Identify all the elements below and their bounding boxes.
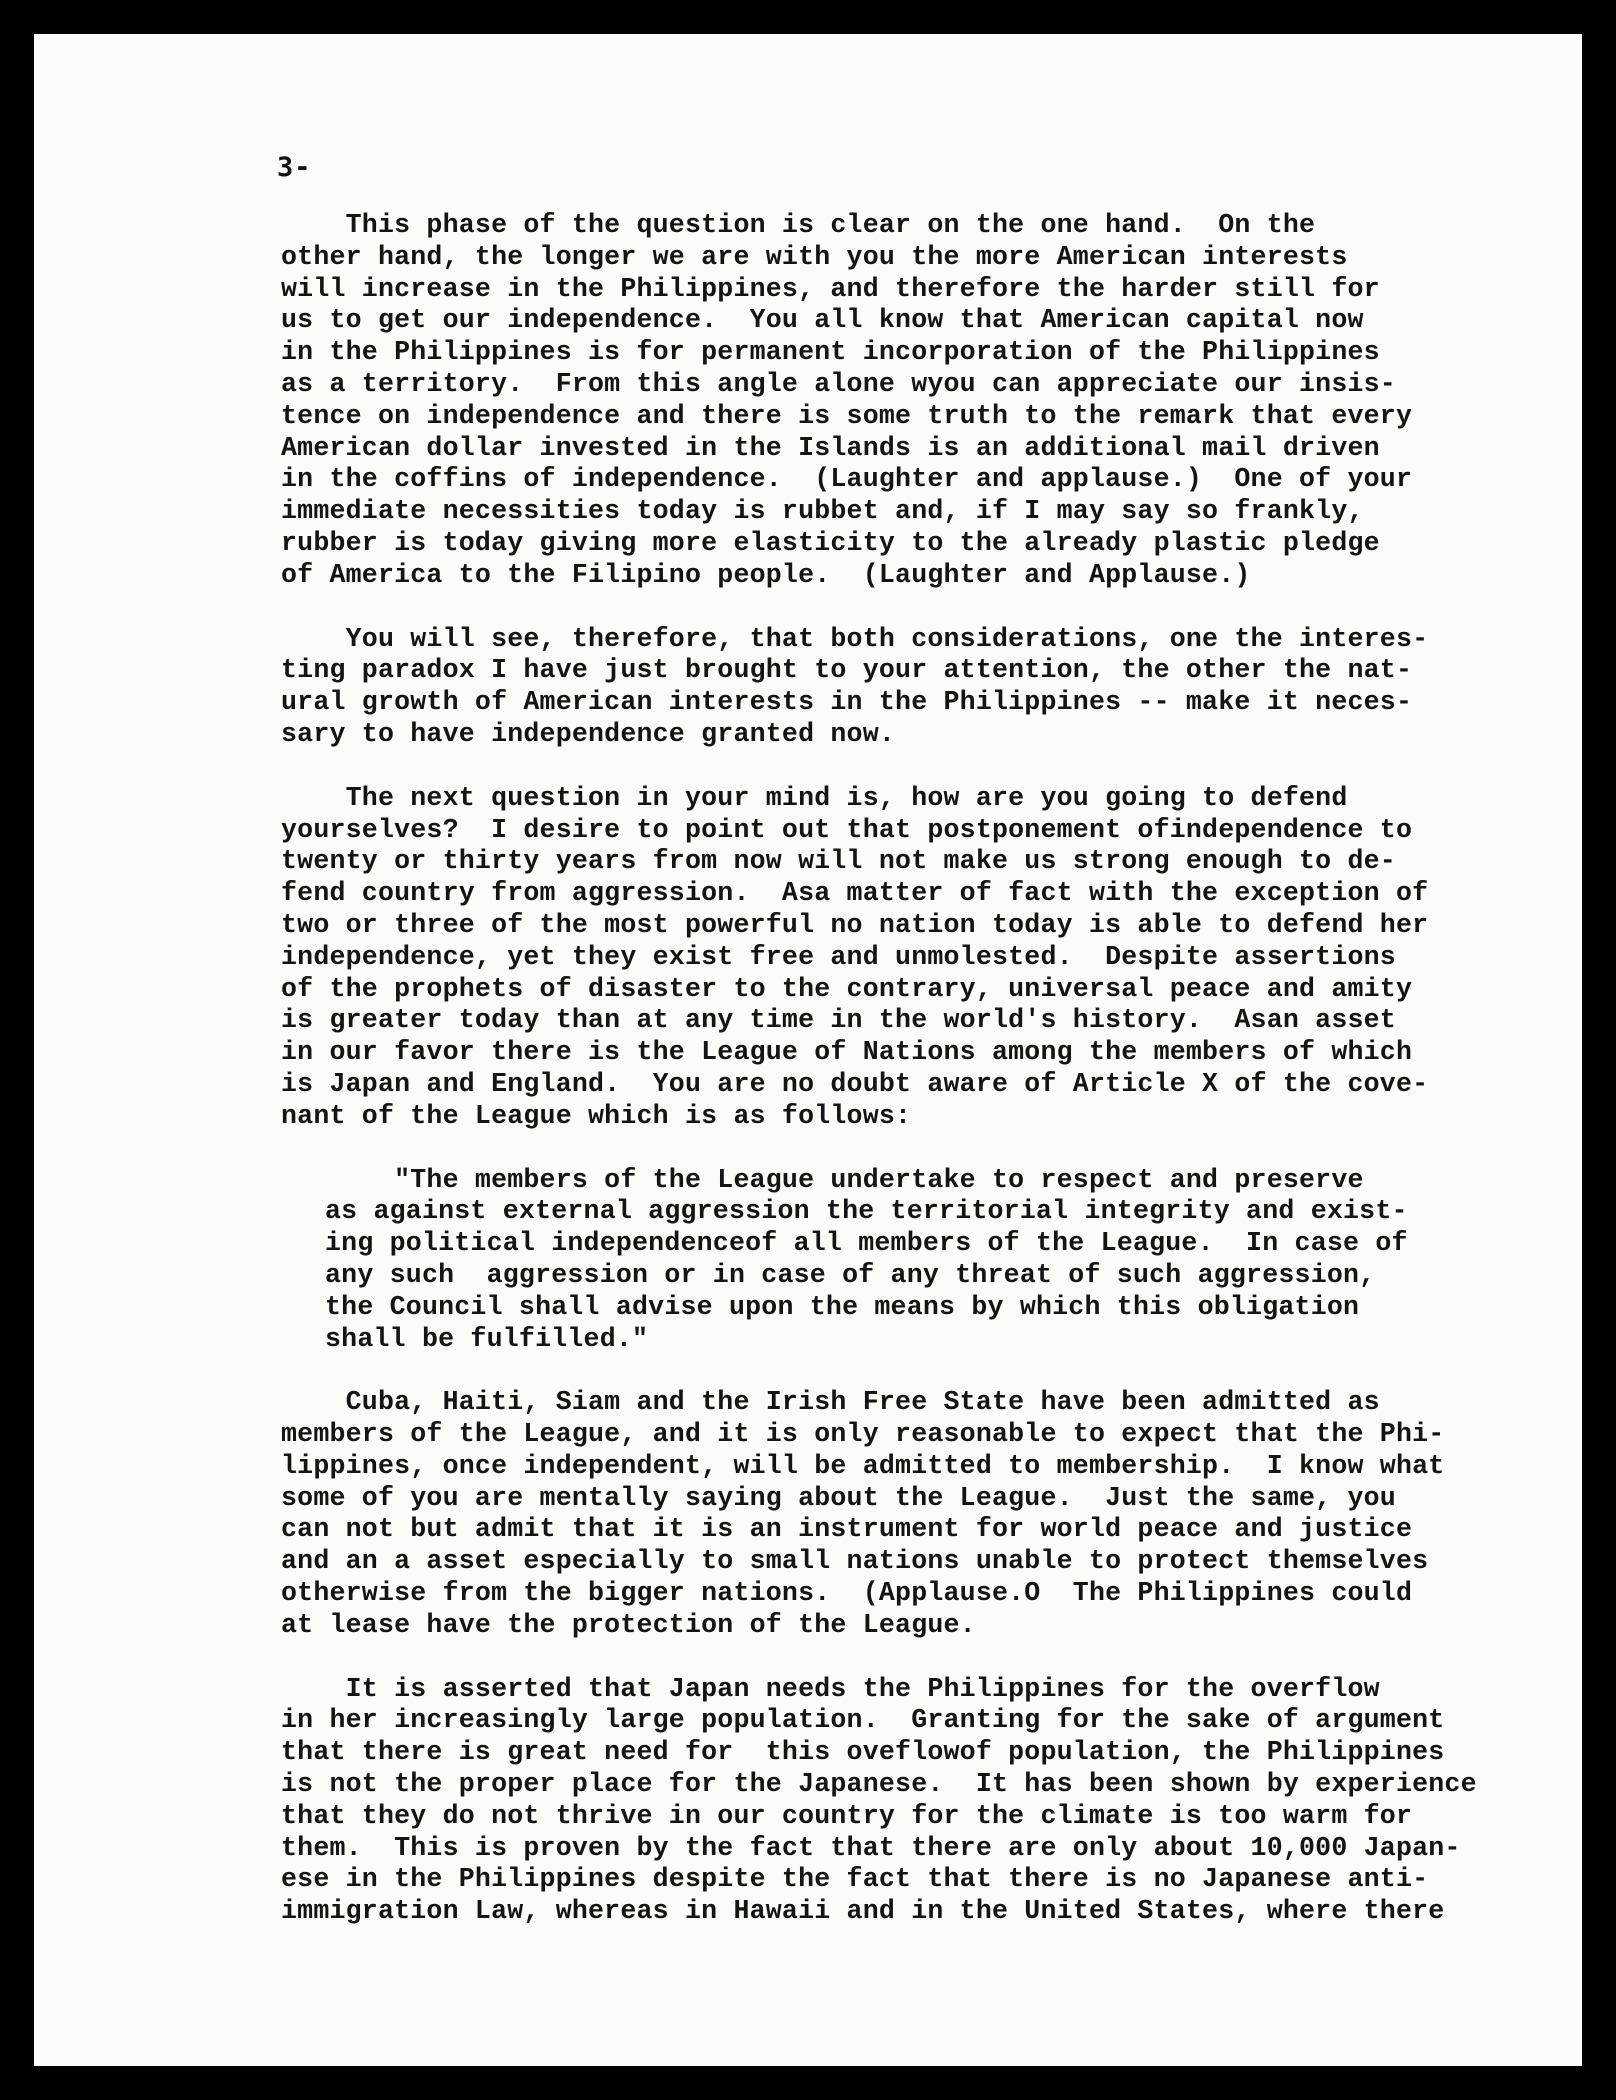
text-line: as a territory. From this angle alone wyou can appreciate our insis- bbox=[281, 368, 1396, 399]
paragraph bbox=[281, 1387, 1491, 1641]
text-line: any such aggression or in case of any threat of such aggression, bbox=[325, 1259, 1376, 1290]
text-line: ese in the Philippines despite the fact that there is no Japanese anti- bbox=[281, 1864, 1429, 1895]
text-line: fend country from aggression. Asa matter of fact with the exception of bbox=[281, 878, 1429, 909]
text-line: American dollar invested in the Islands is an additional mail driven bbox=[281, 432, 1380, 463]
text-line: some of you are mentally saying about the League. Just the same, you bbox=[281, 1482, 1396, 1513]
text-line: of the prophets of disaster to the contrary, universal peace and amity bbox=[281, 973, 1413, 1004]
text-line: It is asserted that Japan needs the Philippines for the overflow bbox=[281, 1673, 1380, 1704]
text-line: nant of the League which is as follows: bbox=[281, 1100, 912, 1131]
text-line: is not the proper place for the Japanese. It has been shown by experience bbox=[281, 1769, 1477, 1800]
text-line: them. This is proven by the fact that there are only about 10,000 Japan- bbox=[281, 1832, 1461, 1863]
text-line: other hand, the longer we are with you the more American interests bbox=[281, 241, 1348, 272]
block-quote bbox=[281, 1165, 1491, 1356]
text-line: at lease have the protection of the League. bbox=[281, 1609, 976, 1640]
text-line: will increase in the Philippines, and therefore the harder still for bbox=[281, 273, 1380, 304]
text-line: two or three of the most powerful no nation today is able to defend her bbox=[281, 909, 1429, 940]
text-line: The next question in your mind is, how are you going to defend bbox=[281, 782, 1348, 813]
typescript-body bbox=[281, 210, 1491, 1960]
text-line: sary to have independence granted now. bbox=[281, 718, 896, 749]
text-line: us to get our independence. You all know that American capital now bbox=[281, 305, 1364, 336]
paragraph bbox=[281, 1674, 1491, 1928]
text-line: that they do not thrive in our country for the climate is too warm for bbox=[281, 1800, 1413, 1831]
paragraph bbox=[281, 210, 1491, 592]
text-line: ting paradox I have just brought to your attention, the other the nat- bbox=[281, 655, 1413, 686]
text-line: in her increasingly large population. Granting for the sake of argument bbox=[281, 1705, 1445, 1736]
text-line: in the Philippines is for permanent incorporation of the Philippines bbox=[281, 337, 1380, 368]
text-line: is greater today than at any time in the world's history. Asan asset bbox=[281, 1005, 1396, 1036]
page-number: 3- bbox=[277, 152, 312, 183]
text-line: and an a asset especially to small nations unable to protect themselves bbox=[281, 1546, 1429, 1577]
text-line: You will see, therefore, that both considerations, one the interes- bbox=[281, 623, 1429, 654]
text-line: This phase of the question is clear on the one hand. On the bbox=[281, 210, 1316, 240]
text-line: members of the League, and it is only reasonable to expect that the Phi- bbox=[281, 1419, 1445, 1450]
text-line: shall be fulfilled." bbox=[325, 1323, 649, 1354]
paragraph bbox=[281, 624, 1491, 751]
text-line: yourselves? I desire to point out that postponement ofindependence to bbox=[281, 814, 1413, 845]
text-line: as against external aggression the territorial integrity and exist- bbox=[325, 1196, 1408, 1227]
text-line: in the coffins of independence. (Laughter and applause.) One of your bbox=[281, 464, 1413, 495]
text-line: rubber is today giving more elasticity to the already plastic pledge bbox=[281, 527, 1380, 558]
paragraph bbox=[281, 783, 1491, 1133]
text-line: independence, yet they exist free and unmolested. Despite assertions bbox=[281, 941, 1396, 972]
text-line: is Japan and England. You are no doubt aware of Article X of the cove- bbox=[281, 1068, 1429, 1099]
text-line: Cuba, Haiti, Siam and the Irish Free State have been admitted as bbox=[281, 1387, 1380, 1418]
text-line: lippines, once independent, will be admitted to membership. I know what bbox=[281, 1450, 1445, 1481]
text-line: immigration Law, whereas in Hawaii and in the United States, where there bbox=[281, 1896, 1445, 1927]
text-line: "The members of the League undertake to respect and preserve bbox=[281, 1164, 1364, 1195]
text-line: otherwise from the bigger nations. (Applause.O The Philippines could bbox=[281, 1578, 1413, 1609]
text-line: twenty or thirty years from now will not make us strong enough to de- bbox=[281, 846, 1396, 877]
text-line: that there is great need for this oveflowof population, the Philippines bbox=[281, 1737, 1445, 1768]
text-line: immediate necessities today is rubbet and, if I may say so frankly, bbox=[281, 496, 1364, 527]
text-line: ural growth of American interests in the Philippines -- make it neces- bbox=[281, 687, 1413, 718]
text-line: of America to the Filipino people. (Laughter and Applause.) bbox=[281, 559, 1251, 590]
text-line: in our favor there is the League of Nations among the members of which bbox=[281, 1037, 1413, 1068]
text-line: tence on independence and there is some truth to the remark that every bbox=[281, 400, 1413, 431]
text-line: ing political independenceof all members of the League. In case of bbox=[325, 1228, 1408, 1259]
text-line: the Council shall advise upon the means by which this obligation bbox=[325, 1291, 1360, 1322]
text-line: can not but admit that it is an instrument for world peace and justice bbox=[281, 1514, 1413, 1545]
